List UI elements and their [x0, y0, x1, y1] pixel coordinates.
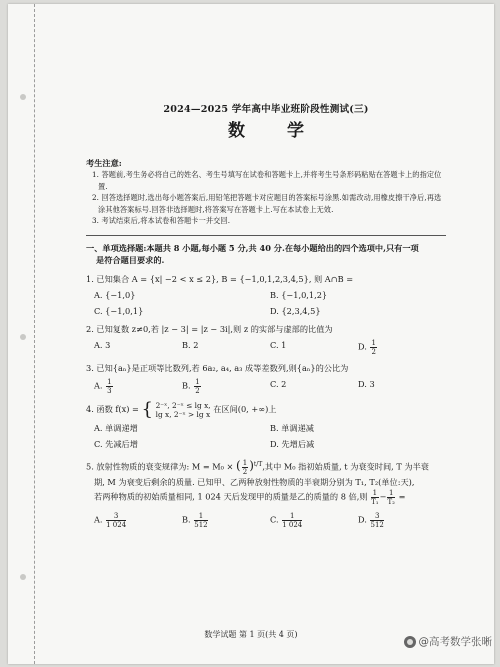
question-stem-line: 若两种物质的初始质量相同, 1 024 天后发现甲的质量是乙的质量的 8 倍,则 $\frac{1}{\text{T₁}}$ − $\frac{1}{\text{T₂}}$ = [94, 488, 406, 506]
denominator: 512 [194, 520, 208, 529]
option-label: D. [358, 341, 367, 351]
question-stem-line: 期, M 为衰变后剩余的质量. 已知甲、乙两种放射性物质的半衰期分别为 T₁, T₂(单位:天), [94, 476, 415, 487]
numerator: 3 [370, 512, 383, 521]
fraction [106, 378, 112, 395]
question-stem: 2. 已知复数 z≠0,若 |z − 3| = |z − 3i|,则 z 的实部与虚部的比值为 [86, 323, 333, 334]
divider [86, 235, 446, 236]
numerator: 1 [194, 512, 207, 521]
subject-title: 数 学 [228, 121, 322, 141]
exponent: t/T [253, 460, 263, 468]
stem-text: 在区间(0, +∞)上 [213, 403, 277, 414]
denominator: T₂ [387, 497, 395, 506]
fraction [194, 512, 207, 529]
option-b [182, 512, 270, 529]
option-d: D. {2,3,4,5} [270, 305, 321, 316]
fraction [370, 339, 376, 356]
option-label: A. [94, 380, 103, 390]
option-c: C. {−1,0,1} [94, 305, 144, 316]
watermark [404, 634, 493, 649]
options [86, 339, 446, 356]
paren: ( [236, 458, 241, 473]
fraction [387, 489, 394, 506]
case-2: lg x, 2⁻ˣ > lg x [155, 409, 211, 419]
numerator: 1 [107, 377, 112, 386]
option-b: B. {−1,0,1,2} [270, 289, 328, 300]
option-c: C. 2 [270, 378, 287, 389]
stem-text: 5. 放射性物质的衰变规律为: M = M₀ × [86, 461, 234, 472]
fraction [106, 512, 126, 529]
stem-text: ,其中 M₀ 指初始质量, t 为衰变时间, T 为半衰 [262, 461, 429, 472]
option-c: C. 1 [270, 339, 287, 350]
paren: ) [249, 458, 254, 473]
option-a: A. 单调递增 [94, 422, 138, 433]
options [86, 422, 446, 450]
option-c: C. 先减后增 [94, 438, 138, 449]
question-4 [86, 398, 446, 450]
notice-block [86, 157, 446, 227]
numerator: 1 [242, 458, 248, 467]
fraction [282, 512, 302, 529]
options [86, 378, 446, 395]
denominator: 512 [370, 520, 384, 529]
fraction [371, 489, 378, 506]
question-stem: 3. 已知{aₙ}是正项等比数列,若 6a₂, a₄, a₃ 成等差数列,则{aₙ}的公比为 [86, 362, 349, 373]
question-stem [86, 398, 446, 420]
denominator: 1 024 [106, 520, 127, 529]
option-d [358, 339, 446, 356]
case-1: 2⁻ˣ, 2⁻ˣ ≤ lg x, [155, 400, 211, 410]
denominator: 2 [195, 386, 200, 395]
section-heading-line: 一、单项选择题:本题共 8 小题,每小题 5 分,共 40 分.在每小题给出的四个选项中,只有一项 [86, 242, 419, 253]
option-b [182, 378, 270, 395]
option-b: B. 2 [182, 339, 199, 350]
stem-text: 若两种物质的初始质量相同, 1 024 天后发现甲的质量是乙的质量的 8 倍,则 [94, 491, 368, 502]
option-d: D. 先增后减 [270, 438, 315, 449]
numerator: 1 [372, 488, 378, 497]
brace: { [141, 398, 153, 420]
option-label: B. [182, 380, 191, 390]
notice-item: 2. 回答选择题时,选出每小题答案后,用铅笔把答题卡对应题目的答案标号涂黑.如需改动,用橡皮擦干净后,再选涂其他答案标号.回答非选择题时,将答案写在答题卡上.写在本试卷上无效. [92, 193, 442, 214]
notice-heading: 考生注意: [86, 158, 122, 168]
option-label: D. [358, 514, 367, 525]
numerator: 1 [388, 488, 394, 497]
exam-paper [8, 4, 494, 664]
binding-hole [20, 574, 26, 580]
binding-margin [16, 4, 35, 664]
exam-content [86, 104, 446, 529]
notice-item: 3. 考试结束后,将本试卷和答题卡一并交回. [92, 216, 231, 225]
option-b: B. 单调递减 [270, 422, 314, 433]
notice-item: 1. 答题前,考生务必将自己的姓名、考生号填写在试卷和答题卡上,并将考生号条形码粘贴在答题卡上的指定位置. [92, 170, 442, 191]
numerator: 1 [371, 338, 376, 347]
option-a: A. {−1,0} [94, 289, 136, 300]
option-label: A. [94, 514, 103, 525]
denominator: 2 [371, 347, 376, 356]
stem-text: 4. 函数 f(x) = [86, 403, 139, 414]
option-a [94, 512, 182, 529]
question-stem: 1. 已知集合 A = {x| −2 < x ≤ 2}, B = {−1,0,1,2,3,4,5}, 则 A∩B = [86, 273, 354, 284]
fraction [194, 378, 200, 395]
option-a [94, 378, 182, 395]
option-label: B. [182, 514, 191, 525]
question-3 [86, 362, 446, 395]
option-a: A. 3 [94, 339, 111, 350]
watermark-logo-icon [404, 636, 416, 648]
numerator: 1 [195, 377, 200, 386]
exam-title: 2024—2025 学年高中毕业班阶段性测试(三) [163, 104, 369, 115]
options [86, 512, 446, 529]
fraction [370, 512, 383, 529]
numerator: 1 [282, 512, 302, 521]
denominator: 1 024 [282, 520, 303, 529]
option-c [270, 512, 358, 529]
denominator: 3 [107, 386, 112, 395]
option-d [358, 512, 446, 529]
option-d: D. 3 [358, 378, 375, 389]
options [86, 289, 446, 317]
numerator: 3 [106, 512, 126, 521]
page-footer: 数学试题 第 1 页(共 4 页) [204, 630, 298, 639]
question-stem [86, 456, 446, 476]
section-heading-line: 是符合题目要求的. [96, 255, 165, 265]
section-heading [86, 242, 446, 267]
question-1 [86, 273, 446, 317]
watermark-text: @高考数学张晰 [418, 636, 492, 648]
option-label: C. [270, 514, 279, 525]
question-2 [86, 323, 446, 356]
question-5 [86, 456, 446, 529]
fraction [242, 459, 248, 476]
binding-hole [20, 334, 26, 340]
binding-hole [20, 94, 26, 100]
denominator: 2 [242, 467, 248, 476]
denominator: T₁ [371, 497, 379, 506]
piecewise-cases [156, 401, 211, 419]
